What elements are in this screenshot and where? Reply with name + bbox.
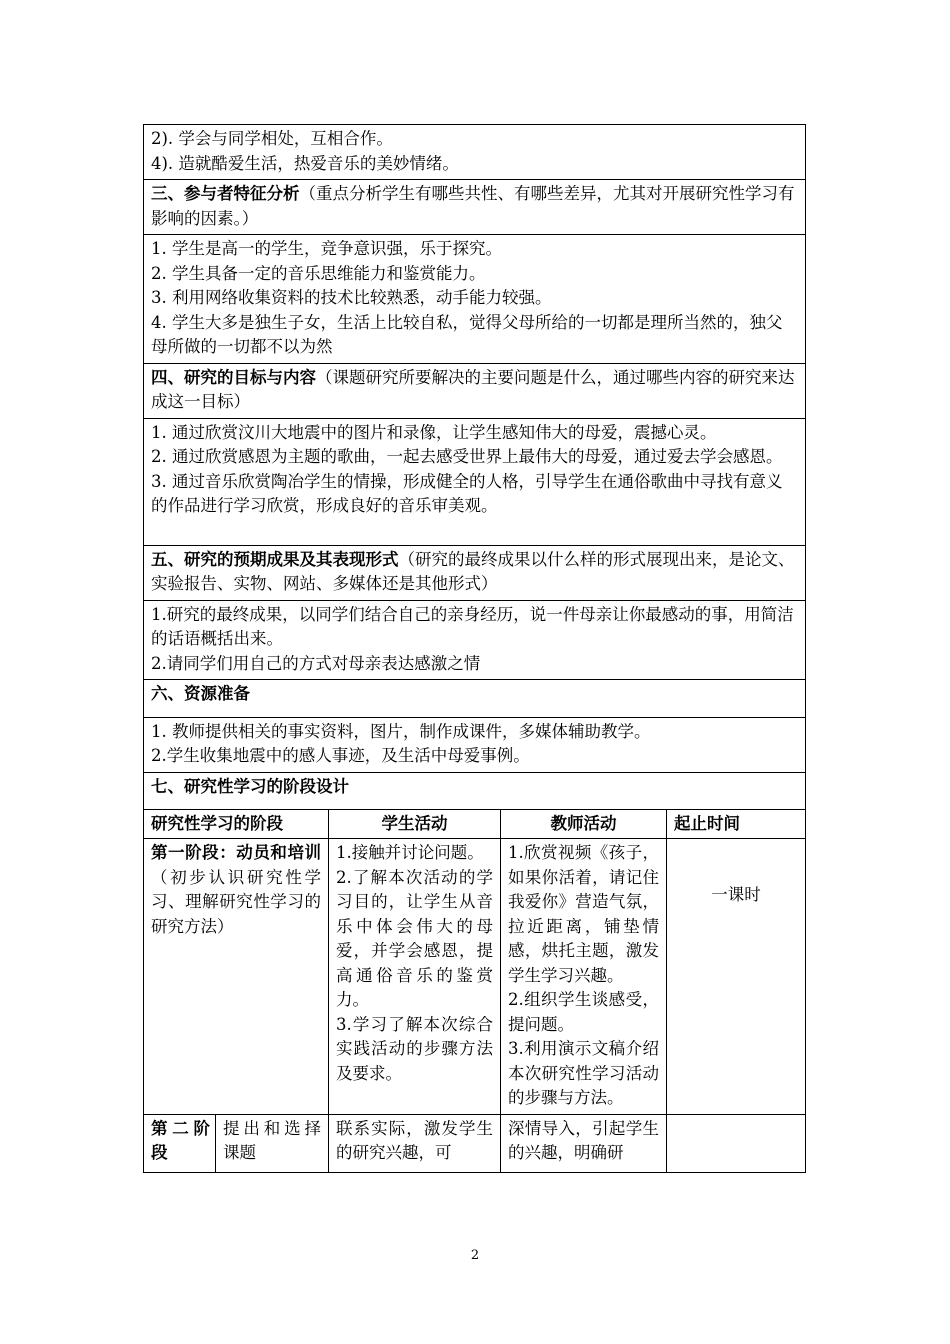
teacher-activity: 2.组织学生谈感受，提问题。 xyxy=(508,990,659,1034)
section4-note: （课题研究所要解决的主要问题是什么，通过哪些内容的研究来达成这一目标） xyxy=(151,367,795,411)
list-item: 1. 教师提供相关的事实资料，图片，制作成课件，多媒体辅助教学。 xyxy=(151,721,651,741)
stage2-teacher: 深情导入，引起学生的兴趣，明确研 xyxy=(501,1114,667,1172)
goal-item: 4). 造就酷爱生活，热爱音乐的美妙情绪。 xyxy=(151,153,459,173)
list-item: 1.研究的最终成果，以同学们结合自己的亲身经历，说一件母亲让你最感动的事，用简洁的话语概括出来。 xyxy=(151,604,794,648)
stage1-row xyxy=(144,839,806,1115)
section6-header xyxy=(144,680,806,718)
section7-heading: 七、研究性学习的阶段设计 xyxy=(151,776,349,796)
student-activity: 3.学习了解本次综合实践活动的步骤方法及要求。 xyxy=(336,1014,493,1083)
page-number: 2 xyxy=(470,1248,480,1263)
section3-body xyxy=(144,235,806,364)
stage2-subtitle: 提出和选择课题 xyxy=(216,1114,329,1172)
section3-note: （重点分析学生有哪些共性、有哪些差异，尤其对开展研究性学习有影响的因素。） xyxy=(151,184,795,228)
stage2-time xyxy=(667,1114,806,1172)
stage1-time: 一课时 xyxy=(667,839,806,1115)
goal-item: 2). 学会与同学相处，互相合作。 xyxy=(151,129,393,148)
student-activity: 2.了解本次活动的学习目的，让学生从音乐中体会伟大的母爱，并学会感恩，提高通俗音乐的鉴赏力。 xyxy=(336,867,493,1009)
goals-tail-row xyxy=(144,125,806,180)
list-item: 2.请同学们用自己的方式对母亲表达感激之情 xyxy=(151,653,481,673)
section6-heading: 六、资源准备 xyxy=(151,684,250,703)
document-table xyxy=(143,124,806,1173)
section7-header xyxy=(144,772,806,810)
stage2-student: 联系实际，激发学生的研究兴趣，可 xyxy=(329,1114,501,1172)
column-header: 学生活动 xyxy=(329,810,501,839)
section4-header-row xyxy=(144,363,806,418)
teacher-activity: 3.利用演示文稿介绍本次研究性学习活动的步骤与方法。 xyxy=(508,1039,659,1107)
student-activity: 1.接触并讨论问题。 xyxy=(336,843,484,862)
list-item: 2.学生收集地震中的感人事迹，及生活中母爱事例。 xyxy=(151,746,530,765)
section4-heading: 四、研究的目标与内容 xyxy=(151,367,316,387)
list-item: 1. 学生是高一的学生，竞争意识强，乐于探究。 xyxy=(151,239,502,258)
list-item: 3. 利用网络收集资料的技术比较熟悉，动手能力较强。 xyxy=(151,288,552,307)
section4-header xyxy=(144,363,806,418)
stage1-title: 第一阶段：动员和培训 xyxy=(151,843,321,862)
list-item: 2. 学生具备一定的音乐思维能力和鉴赏能力。 xyxy=(151,263,486,283)
stage1-title-cell xyxy=(144,839,329,1115)
stage-table-header xyxy=(144,810,806,839)
section4-body-row xyxy=(144,418,806,545)
stage1-student-cell xyxy=(329,839,501,1115)
section5-heading: 五、研究的预期成果及其表现形式 xyxy=(151,549,399,569)
section5-body-row xyxy=(144,600,806,680)
stage1-note: （初步认识研究性学习、理解研究性学习的研究方法） xyxy=(151,867,321,936)
section4-body xyxy=(144,418,806,545)
column-header: 起止时间 xyxy=(667,810,806,839)
section6-body-row xyxy=(144,717,806,772)
section3-header-row xyxy=(144,180,806,235)
column-header: 研究性学习的阶段 xyxy=(144,810,329,839)
section5-header-row xyxy=(144,545,806,600)
section6-header-row xyxy=(144,680,806,718)
list-item: 1. 通过欣赏汶川大地震中的图片和录像，让学生感知伟大的母爱，震撼心灵。 xyxy=(151,422,717,442)
stage2-row xyxy=(144,1114,806,1172)
section3-heading: 三、参与者特征分析 xyxy=(151,184,300,203)
goals-tail-cell xyxy=(144,125,806,180)
stage2-title: 第二阶段 xyxy=(144,1114,216,1172)
column-header: 教师活动 xyxy=(501,810,667,839)
section3-body-row xyxy=(144,235,806,364)
teacher-activity: 1.欣赏视频《孩子，如果你活着，请记住我爱你》营造气氛，拉近距离，铺垫情感，烘托主题，激发学生学习兴趣。 xyxy=(508,843,659,985)
section7-header-row xyxy=(144,772,806,810)
section6-body xyxy=(144,717,806,772)
list-item: 2. 通过欣赏感恩为主题的歌曲，一起去感受世界上最伟大的母爱，通过爱去学会感恩。 xyxy=(151,447,783,466)
section5-body xyxy=(144,600,806,680)
list-item: 4. 学生大多是独生子女，生活上比较自私，觉得父母所给的一切都是理所当然的，独父母所做的一切都不以为然 xyxy=(151,312,783,356)
stage1-teacher-cell xyxy=(501,839,667,1115)
list-item: 3. 通过音乐欣赏陶冶学生的情操，形成健全的人格，引导学生在通俗歌曲中寻找有意义的作品进行学习欣赏，形成良好的音乐审美观。 xyxy=(151,471,783,515)
section5-header xyxy=(144,545,806,600)
section5-note: （研究的最终成果以什么样的形式展现出来，是论文、实验报告、实物、网站、多媒体还是其他形式） xyxy=(151,549,795,593)
section3-header xyxy=(144,180,806,235)
